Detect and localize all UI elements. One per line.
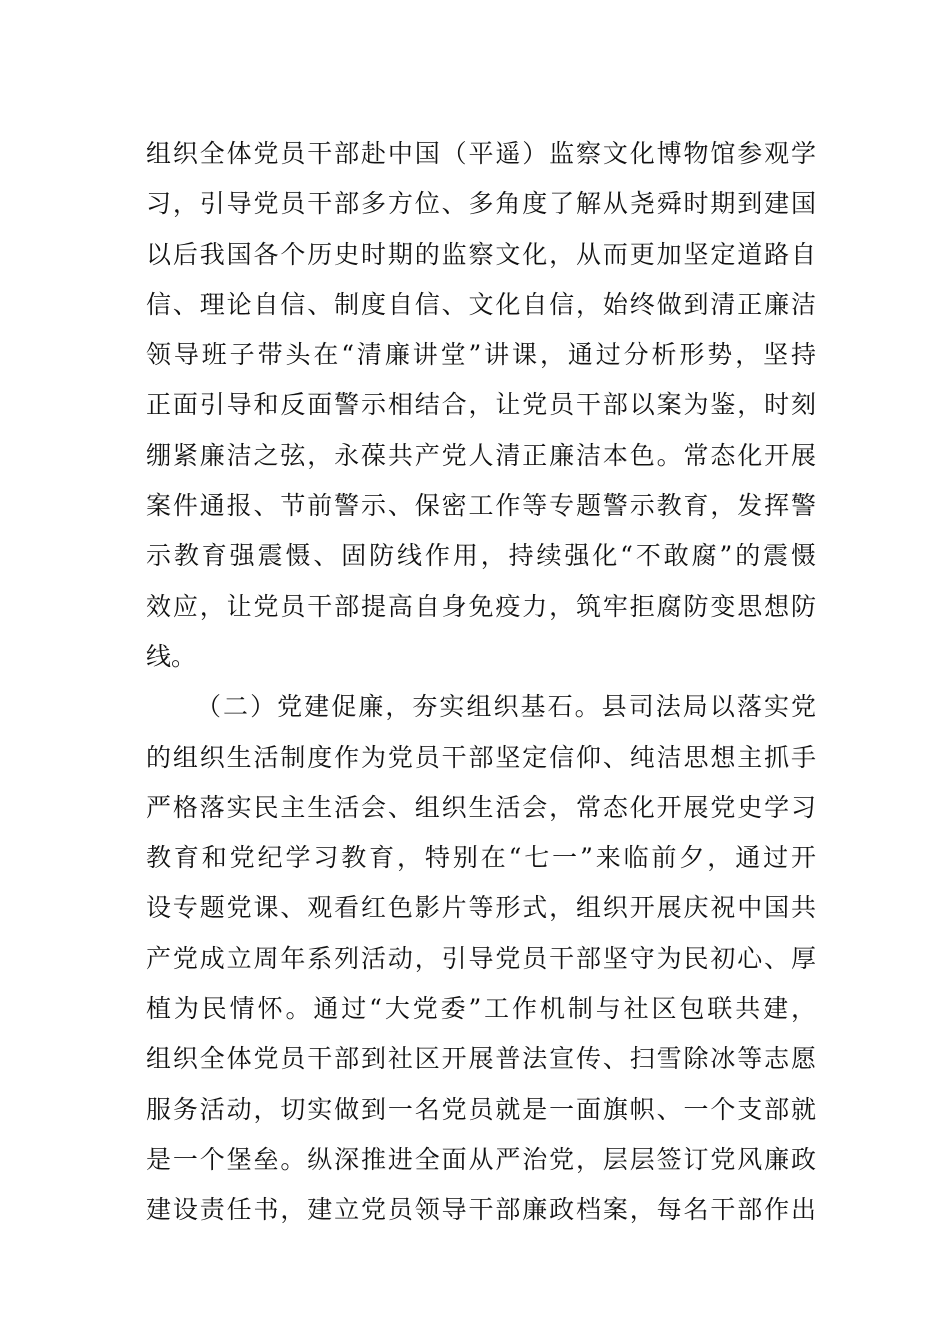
text-line: 示教育强震慑、固防线作用，持续强化“不敢腐”的震慑 [146, 541, 816, 571]
text-line: 案件通报、节前警示、保密工作等专题警示教育，发挥警 [146, 491, 816, 521]
text-line: 绷紧廉洁之弦，永葆共产党人清正廉洁本色。常态化开展 [146, 440, 816, 470]
text-line: 组织全体党员干部到社区开展普法宣传、扫雪除冰等志愿 [146, 1044, 816, 1074]
text-line: 的组织生活制度作为党员干部坚定信仰、纯洁思想主抓手 [146, 742, 816, 772]
text-line: 产党成立周年系列活动，引导党员干部坚守为民初心、厚 [146, 943, 816, 973]
text-line: 领导班子带头在“清廉讲堂”讲课，通过分析形势，坚持 [146, 340, 816, 370]
section-heading-line: （二）党建促廉，夯实组织基石。县司法局以落实党 [196, 692, 816, 722]
text-line: 效应，让党员干部提高自身免疫力，筑牢拒腐防变思想防 [146, 591, 816, 621]
text-line: 教育和党纪学习教育，特别在“七一”来临前夕，通过开 [146, 843, 816, 873]
body-text [146, 129, 816, 1236]
text-line: 植为民情怀。通过“大党委”工作机制与社区包联共建， [146, 994, 816, 1024]
text-line: 是一个堡垒。纵深推进全面从严治党，层层签订党风廉政 [146, 1144, 816, 1174]
text-line: 建设责任书，建立党员领导干部廉政档案，每名干部作出 [146, 1195, 816, 1225]
text-line: 信、理论自信、制度自信、文化自信，始终做到清正廉洁 [146, 289, 816, 319]
text-line: 线。 [146, 641, 197, 671]
text-line: 正面引导和反面警示相结合，让党员干部以案为鉴，时刻 [146, 390, 816, 420]
text-line: 组织全体党员干部赴中国（平遥）监察文化博物馆参观学 [146, 139, 816, 168]
text-line: 以后我国各个历史时期的监察文化，从而更加坚定道路自 [146, 239, 816, 269]
text-line: 服务活动，切实做到一名党员就是一面旗帜、一个支部就 [146, 1094, 816, 1124]
text-line: 习，引导党员干部多方位、多角度了解从尧舜时期到建国 [146, 189, 816, 219]
text-line: 设专题党课、观看红色影片等形式，组织开展庆祝中国共 [146, 893, 816, 923]
text-line: 严格落实民主生活会、组织生活会，常态化开展党史学习 [146, 792, 816, 822]
